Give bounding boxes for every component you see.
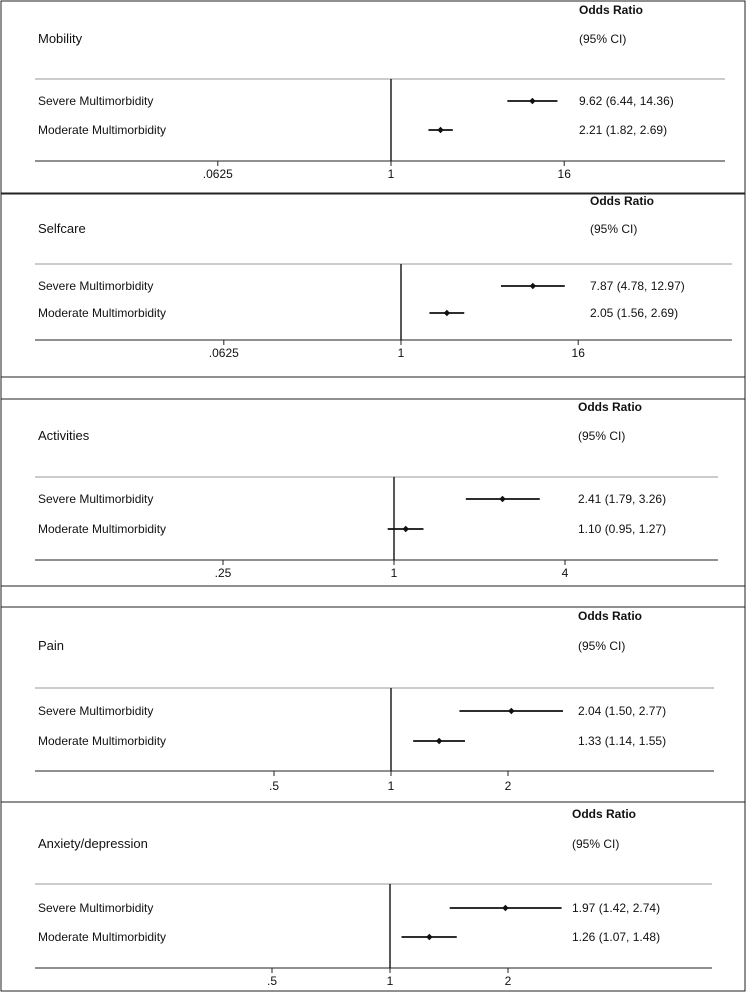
point-estimate-marker (437, 127, 443, 133)
ci-header: (95% CI) (590, 222, 638, 236)
ci-header: (95% CI) (578, 429, 626, 443)
x-tick-label: 1 (387, 167, 395, 181)
panel-title: Activities (38, 428, 90, 443)
row-label: Severe Multimorbidity (38, 704, 154, 718)
x-tick-label: 1 (387, 779, 395, 793)
x-tick-label: .5 (268, 779, 280, 793)
or-ci-value: 2.05 (1.56, 2.69) (590, 306, 679, 320)
row-label: Moderate Multimorbidity (38, 123, 167, 137)
x-tick-label: .0625 (202, 167, 233, 181)
x-tick-label: 1 (386, 974, 394, 988)
or-ci-value: 1.26 (1.07, 1.48) (572, 930, 661, 944)
ci-header: (95% CI) (578, 639, 626, 653)
row-label: Moderate Multimorbidity (38, 306, 167, 320)
x-tick-label: .5 (266, 974, 278, 988)
x-tick-label: .25 (214, 566, 232, 580)
or-ci-value: 2.41 (1.79, 3.26) (578, 492, 667, 506)
value-header: Odds Ratio (590, 194, 655, 208)
row-label: Moderate Multimorbidity (38, 522, 167, 536)
x-tick-label: 16 (557, 167, 571, 181)
point-estimate-marker (436, 738, 442, 744)
ci-header: (95% CI) (572, 837, 620, 851)
panel-title: Pain (38, 638, 65, 653)
or-ci-value: 2.21 (1.82, 2.69) (579, 123, 668, 137)
row-label: Severe Multimorbidity (38, 901, 154, 915)
row-label: Moderate Multimorbidity (38, 734, 167, 748)
x-tick-label: 1 (397, 346, 405, 360)
x-tick-label: 4 (561, 566, 569, 580)
panel-frame-4 (1, 586, 745, 607)
point-estimate-marker (529, 98, 535, 104)
or-ci-value: 1.33 (1.14, 1.55) (578, 734, 667, 748)
value-header: Odds Ratio (579, 3, 644, 17)
point-estimate-marker (508, 708, 514, 714)
x-tick-label: 1 (390, 566, 398, 580)
value-header: Odds Ratio (578, 609, 643, 623)
row-label: Severe Multimorbidity (38, 279, 154, 293)
panel-frame-2 (1, 377, 745, 399)
row-label: Moderate Multimorbidity (38, 930, 167, 944)
point-estimate-marker (499, 496, 505, 502)
panel-title: Selfcare (38, 221, 86, 236)
row-label: Severe Multimorbidity (38, 492, 154, 506)
or-ci-value: 7.87 (4.78, 12.97) (590, 279, 685, 293)
point-estimate-marker (530, 283, 536, 289)
x-tick-label: .0625 (208, 346, 239, 360)
or-ci-value: 1.97 (1.42, 2.74) (572, 901, 661, 915)
ci-header: (95% CI) (579, 32, 627, 46)
point-estimate-marker (426, 934, 432, 940)
x-tick-label: 2 (504, 779, 512, 793)
point-estimate-marker (444, 310, 450, 316)
point-estimate-marker (502, 905, 508, 911)
value-header: Odds Ratio (578, 400, 643, 414)
point-estimate-marker (403, 526, 409, 532)
panel-title: Mobility (38, 31, 83, 46)
x-tick-label: 16 (571, 346, 585, 360)
x-tick-label: 2 (504, 974, 512, 988)
panel-title: Anxiety/depression (38, 836, 148, 851)
panel-frame-6 (1, 802, 745, 991)
or-ci-value: 9.62 (6.44, 14.36) (579, 94, 674, 108)
or-ci-value: 2.04 (1.50, 2.77) (578, 704, 667, 718)
value-header: Odds Ratio (572, 807, 637, 821)
row-label: Severe Multimorbidity (38, 94, 154, 108)
or-ci-value: 1.10 (0.95, 1.27) (578, 522, 667, 536)
